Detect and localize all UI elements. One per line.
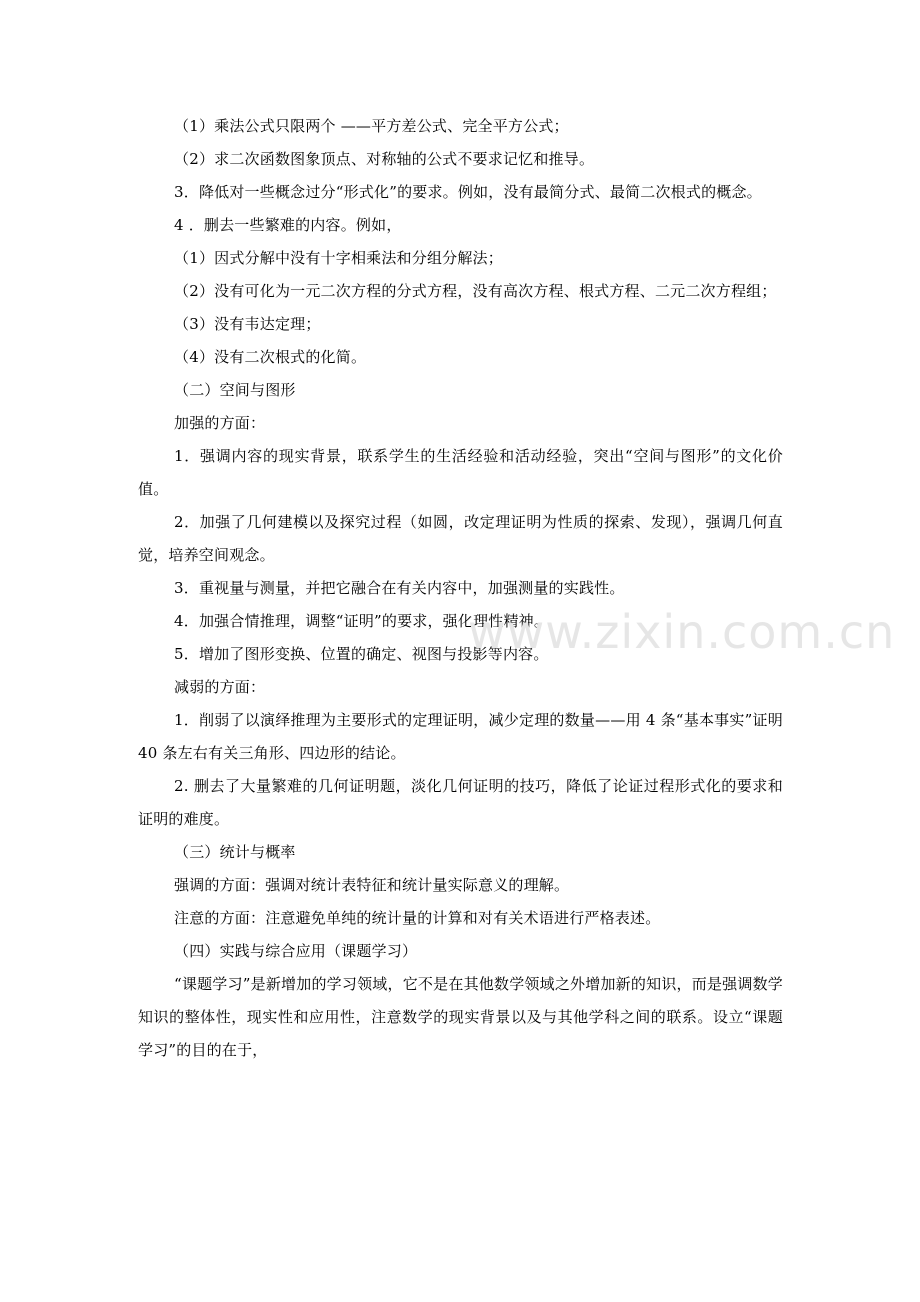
section-heading-space-and-shape: （二）空间与图形 <box>174 381 296 399</box>
paragraph-proof-problems: 2. 删去了大量繁难的几何证明题，淡化几何证明的技巧，降低了论证过程形式化的要求和证明的难度。 <box>138 777 783 828</box>
paragraph-geometric-modeling: 2．加强了几何建模以及探究过程（如圆，改定理证明为性质的探索、发现），强调几何直觉，培养空间观念。 <box>138 513 783 564</box>
paragraph-vieta: （3）没有韦达定理； <box>174 315 321 333</box>
paragraph-factorization: （1）因式分解中没有十字相乘法和分组分解法； <box>174 249 503 267</box>
paragraph-statistics-emphasis: 强调的方面：强调对统计表特征和统计量实际意义的理解。 <box>174 876 570 894</box>
document-body <box>138 110 896 1067</box>
paragraph-fractional-equations: （2）没有可化为一元二次方程的分式方程，没有高次方程、根式方程、二元二次方程组； <box>174 282 777 300</box>
paragraph-reduce-formalization: 3．降低对一些概念过分“形式化”的要求。例如，没有最简分式、最简二次根式的概念。 <box>174 183 762 201</box>
paragraph-measurement: 3．重视量与测量，并把它融合在有关内容中，加强测量的实践性。 <box>174 579 625 597</box>
paragraph-project-learning: “课题学习”是新增加的学习领域，它不是在其他数学领域之外增加新的知识，而是强调数学知识的整体性，现实性和应用性，注意数学的现实背景以及与其他学科之间的联系。设立“课题学习”的目的在于， <box>138 975 783 1059</box>
paragraph-plausible-reasoning: 4．加强合情推理，调整“证明”的要求，强化理性精神。 <box>174 612 550 630</box>
paragraph-radical-simplification: （4）没有二次根式的化简。 <box>174 348 367 366</box>
paragraph-deductive-proof: 1．削弱了以演绎推理为主要形式的定理证明，减少定理的数量——用 4 条“基本事实”证明 40 条左右有关三角形、四边形的结论。 <box>138 711 783 762</box>
paragraph-real-background: 1．强调内容的现实背景，联系学生的生活经验和活动经验，突出“空间与图形”的文化价值。 <box>138 447 783 498</box>
paragraph-statistics-caution: 注意的方面：注意避免单纯的统计量的计算和对有关术语进行严格表述。 <box>174 909 661 927</box>
subheading-weakened: 减弱的方面： <box>174 678 266 696</box>
section-heading-statistics: （三）统计与概率 <box>174 843 296 861</box>
subheading-strengthened: 加强的方面： <box>174 414 266 432</box>
paragraph-transformations: 5．增加了图形变换、位置的确定、视图与投影等内容。 <box>174 645 549 663</box>
section-heading-practice: （四）实践与综合应用（课题学习） <box>174 942 418 960</box>
paragraph-formula-limit: （1）乘法公式只限两个 ——平方差公式、完全平方公式； <box>174 117 569 135</box>
paragraph-remove-difficult: 4 ．删去一些繁难的内容。例如， <box>174 216 402 234</box>
paragraph-quadratic-vertex: （2）求二次函数图象顶点、对称轴的公式不要求记忆和推导。 <box>174 150 595 168</box>
watermark: www.zixin.com.cn <box>468 605 896 659</box>
